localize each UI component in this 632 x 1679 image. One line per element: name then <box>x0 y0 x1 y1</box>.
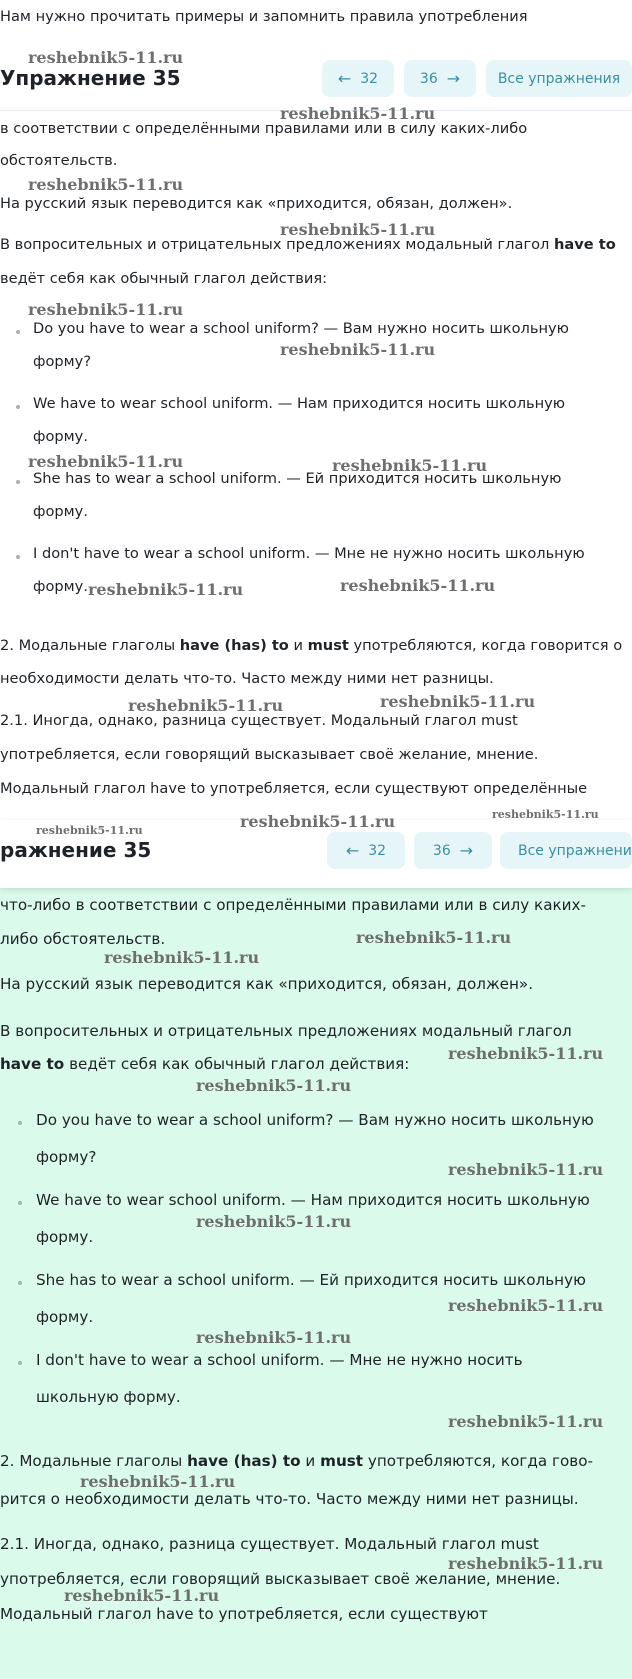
prev-exercise-button[interactable]: ← 32 <box>327 832 405 869</box>
list-item: школьную форму. <box>36 1388 181 1406</box>
watermark: reshebnik5-11.ru <box>332 456 488 475</box>
watermark: reshebnik5-11.ru <box>28 48 184 67</box>
watermark: reshebnik5-11.ru <box>448 1044 604 1063</box>
paragraph: have to ведёт себя как обычный глагол действия: <box>0 1055 410 1073</box>
paragraph: 2. Модальные глаголы have (has) to и must употребляются, когда гово- <box>0 1452 593 1470</box>
paragraph: В вопросительных и отрицательных предложениях модальный глагол <box>0 1022 572 1040</box>
list-item: форму. <box>33 503 88 520</box>
bullet <box>18 1121 22 1125</box>
watermark: reshebnik5-11.ru <box>240 812 396 831</box>
bullet <box>18 1281 22 1285</box>
paragraph: Модальный глагол have to употребляется, если существуют определённые <box>0 780 588 797</box>
bullet <box>16 330 20 334</box>
list-item: форму? <box>36 1148 97 1166</box>
paragraph: либо обстоятельств. <box>0 930 166 948</box>
list-item: She has to wear a school uniform. — Ей приходится носить школьную <box>36 1271 586 1289</box>
paragraph: На русский язык переводится как «приходится, обязан, должен». <box>0 975 534 993</box>
watermark: reshebnik5-11.ru <box>196 1076 352 1095</box>
watermark: reshebnik5-11.ru <box>448 1296 604 1315</box>
bullet <box>18 1361 22 1365</box>
watermark: reshebnik5-11.ru <box>280 104 436 123</box>
watermark: reshebnik5-11.ru <box>36 824 143 837</box>
paragraph: 2.1. Иногда, однако, разница существует. Модальный глагол must <box>0 1535 539 1553</box>
arrow-right-icon: → <box>459 841 474 860</box>
paragraph: в соответствии с определёнными правилами или в силу каких-либо <box>0 120 528 137</box>
list-item: We have to wear school uniform. — Нам приходится носить школьную <box>33 395 566 412</box>
watermark: reshebnik5-11.ru <box>28 452 184 471</box>
page-title: Упражнение 35 <box>0 66 181 90</box>
list-item: We have to wear school uniform. — Нам приходится носить школьную <box>36 1191 590 1209</box>
watermark: reshebnik5-11.ru <box>380 692 536 711</box>
watermark: reshebnik5-11.ru <box>196 1212 352 1231</box>
watermark: reshebnik5-11.ru <box>196 1328 352 1347</box>
watermark: reshebnik5-11.ru <box>492 808 599 821</box>
list-item: Do you have to wear a school uniform? — Вам нужно носить школьную <box>33 320 569 337</box>
list-item: I don't have to wear a school uniform. — Мне не нужно носить школьную <box>33 545 585 562</box>
bullet <box>16 405 20 409</box>
paragraph: рится о необходимости делать что-то. Часто между ними нет разницы. <box>0 1490 579 1508</box>
watermark: reshebnik5-11.ru <box>356 928 512 947</box>
all-exercises-button[interactable]: Все упражнени <box>500 832 632 869</box>
list-item: форму. <box>33 578 88 595</box>
next-exercise-button[interactable]: 36 → <box>404 60 476 97</box>
watermark: reshebnik5-11.ru <box>280 220 436 239</box>
bullet <box>16 555 20 559</box>
intro-text: Нам нужно прочитать примеры и запомнить правила употребления <box>0 8 528 25</box>
arrow-right-icon: → <box>446 69 461 88</box>
watermark: reshebnik5-11.ru <box>64 1586 220 1605</box>
prev-exercise-button[interactable]: ← 32 <box>322 60 394 97</box>
paragraph: 2.1. Иногда, однако, разница существует. Модальный глагол must <box>0 712 518 729</box>
list-item: форму? <box>33 353 92 370</box>
paragraph: Модальный глагол have to употребляется, если существуют <box>0 1605 488 1623</box>
watermark: reshebnik5-11.ru <box>28 300 184 319</box>
paragraph: что-либо в соответствии с определёнными правилами или в силу каких- <box>0 896 587 914</box>
watermark: reshebnik5-11.ru <box>448 1412 604 1431</box>
paragraph: На русский язык переводится как «приходится, обязан, должен». <box>0 195 513 212</box>
bullet <box>16 480 20 484</box>
list-item: форму. <box>33 428 88 445</box>
paragraph: употребляется, если говорящий высказывает своё желание, мнение. <box>0 746 539 763</box>
paragraph: необходимости делать что-то. Часто между ними нет разницы. <box>0 670 494 687</box>
list-item: I don't have to wear a school uniform. — Мне не нужно носить <box>36 1351 523 1369</box>
page-title: ражнение 35 <box>0 838 152 862</box>
list-item: форму. <box>36 1308 94 1326</box>
bullet <box>18 1201 22 1205</box>
list-item: She has to wear a school uniform. — Ей приходится носить школьную <box>33 470 562 487</box>
watermark: reshebnik5-11.ru <box>104 948 260 967</box>
watermark: reshebnik5-11.ru <box>128 696 284 715</box>
watermark: reshebnik5-11.ru <box>28 175 184 194</box>
arrow-left-icon: ← <box>337 69 352 88</box>
watermark: reshebnik5-11.ru <box>340 576 496 595</box>
paragraph: В вопросительных и отрицательных предложениях модальный глагол have to <box>0 236 616 253</box>
list-item: форму. <box>36 1228 94 1246</box>
all-exercises-button[interactable]: Все упражнения <box>486 60 632 97</box>
arrow-left-icon: ← <box>345 841 360 860</box>
watermark: reshebnik5-11.ru <box>88 580 244 599</box>
paragraph: 2. Модальные глаголы have (has) to и must употребляются, когда говорится о <box>0 637 623 654</box>
paragraph: употребляется, если говорящий высказывает своё желание, мнение. <box>0 1570 561 1588</box>
watermark: reshebnik5-11.ru <box>448 1160 604 1179</box>
paragraph: обстоятельств. <box>0 152 118 169</box>
list-item: Do you have to wear a school uniform? — Вам нужно носить школьную <box>36 1111 594 1129</box>
watermark: reshebnik5-11.ru <box>448 1554 604 1573</box>
paragraph: ведёт себя как обычный глагол действия: <box>0 270 328 287</box>
watermark: reshebnik5-11.ru <box>280 340 436 359</box>
watermark: reshebnik5-11.ru <box>80 1472 236 1491</box>
next-exercise-button[interactable]: 36 → <box>414 832 492 869</box>
